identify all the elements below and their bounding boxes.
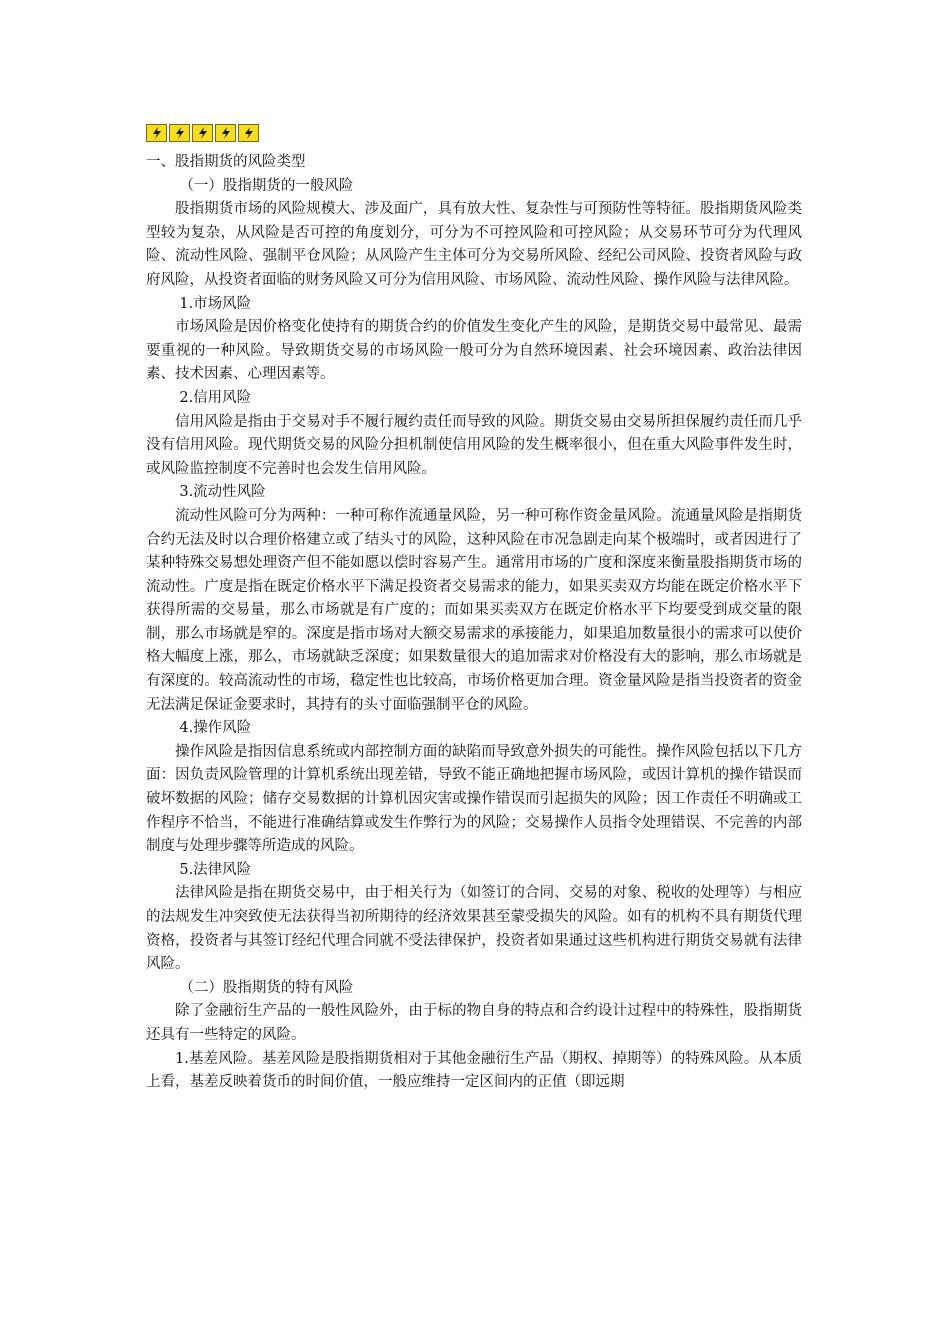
item-title-liquidity-risk: 3.流动性风险 xyxy=(179,484,266,501)
logo-strip xyxy=(146,124,802,144)
paragraph-credit-risk: 信用风险是指由于交易对手不履行履约责任而导致的风险。期货交易由交易所担保履约责任而几乎没有信用风险。现代期货交易的风险分担机制使信用风险的发生概率很小，但在重大风险事件发生时，或风险监控制度不完善时也会发生信用风险。 xyxy=(146,413,802,477)
paragraph-general-risk: 股指期货市场的风险规模大、涉及面广，具有放大性、复杂性与可预防性等特征。股指期货风险类型较为复杂，从风险是否可控的角度划分，可分为不可控风险和可控风险；从交易环节可分为代理风险、流动性风险、强制平仓风险；从风险产生主体可分为交易所风险、经纪公司风险、投资者风险与政府风险，从投资者面临的财务风险又可分为信用风险、市场风险、流动性风险、操作风险与法律风险。 xyxy=(146,201,802,288)
lightning-scroll-icon xyxy=(238,124,259,142)
lightning-scroll-icon xyxy=(192,124,213,142)
paragraph-operational-risk: 操作风险是指因信息系统或内部控制方面的缺陷而导致意外损失的可能性。操作风险包括以下几方面：因负责风险管理的计算机系统出现差错，导致不能正确地把握市场风险，或因计算机的操作错误而破坏数据的风险；储存交易数据的计算机因灾害或操作错误而引起损失的风险；因工作责任不明确或工作程序不恰当，不能进行准确结算或发生作弊行为的风险；交易操作人员指令处理错误、不完善的内部制度与处理步骤等所造成的风险。 xyxy=(146,743,802,855)
item-title-legal-risk: 5.法律风险 xyxy=(179,861,252,878)
item-title-credit-risk: 2.信用风险 xyxy=(179,389,252,406)
section-heading: 一、股指期货的风险类型 xyxy=(146,154,306,170)
paragraph-liquidity-risk: 流动性风险可分为两种：一种可称作流通量风险，另一种可称作资金量风险。流通量风险是指期货合约无法及时以合理价格建立或了结头寸的风险，这种风险在市况急剧走向某个极端时，或者因进行了某种特殊交易想处理资产但不能如愿以偿时容易产生。通常用市场的广度和深度来衡量股指期货市场的流动性。广度是指在既定价格水平下满足投资者交易需求的能力，如果买卖双方均能在既定价格水平下获得所需的交易量，那么市场就是有广度的；而如果买卖双方在既定价格水平下均要受到成交量的限制，那么市场就是窄的。深度是指市场对大额交易需求的承接能力，如果追加数量很小的需求可以使价格大幅度上涨，那么，市场就缺乏深度；如果数量很大的追加需求对价格没有大的影响，那么市场就是有深度的。较高流动性的市场，稳定性也比较高，市场价格更加合理。资金量风险是指当投资者的资金无法满足保证金要求时，其持有的头寸面临强制平仓的风险。 xyxy=(146,507,802,713)
item-title-market-risk: 1.市场风险 xyxy=(179,295,252,312)
document-page xyxy=(146,124,802,1095)
subsection-title-general-risk: （一）股指期货的一般风险 xyxy=(179,177,354,194)
lightning-scroll-icon xyxy=(215,124,236,142)
paragraph-basis-risk: 1.基差风险。基差风险是股指期货相对于其他金融衍生产品（期权、掉期等）的特殊风险。从本质上看，基差反映着货币的时间价值，一般应维持一定区间内的正值（即远期 xyxy=(146,1050,802,1091)
subsection-title-specific-risk: （二）股指期货的特有风险 xyxy=(179,979,354,996)
lightning-scroll-icon xyxy=(146,124,167,142)
paragraph-legal-risk: 法律风险是指在期货交易中，由于相关行为（如签订的合同、交易的对象、税收的处理等）与相应的法规发生冲突致使无法获得当初所期待的经济效果甚至蒙受损失的风险。如有的机构不具有期货代理资格，投资者与其签订经纪代理合同就不受法律保护，投资者如果通过这些机构进行期货交易就有法律风险。 xyxy=(146,885,802,973)
lightning-scroll-icon xyxy=(169,124,190,142)
item-title-operational-risk: 4.操作风险 xyxy=(179,720,252,737)
paragraph-market-risk: 市场风险是因价格变化使持有的期货合约的价值发生变化产生的风险，是期货交易中最常见、最需要重视的一种风险。导致期货交易的市场风险一般可分为自然环境因素、社会环境因素、政治法律因素、技术因素、心理因素等。 xyxy=(146,319,802,383)
paragraph-specific-risk: 除了金融衍生产品的一般性风险外，由于标的物自身的特点和合约设计过程中的特殊性，股指期货还具有一些特定的风险。 xyxy=(146,1003,802,1043)
